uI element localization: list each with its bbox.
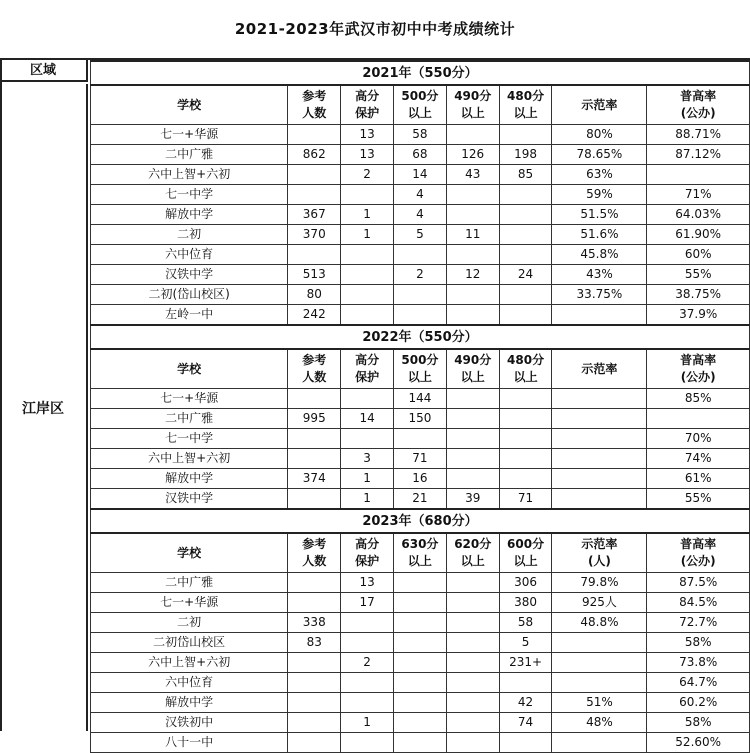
- column-header: 高分 保护: [341, 533, 394, 573]
- table-cell: [552, 305, 647, 326]
- table-cell: [446, 125, 499, 145]
- table-row: [91, 733, 750, 753]
- school-name: 七一+华源: [91, 125, 288, 145]
- column-header: 490分 以上: [446, 349, 499, 389]
- table-cell: 16: [394, 469, 447, 489]
- region-header: 区域: [0, 60, 88, 82]
- table-row: [91, 449, 750, 469]
- table-cell: 1: [341, 713, 394, 733]
- table-cell: 61%: [647, 469, 750, 489]
- table-cell: 14: [341, 409, 394, 429]
- table-cell: 1: [341, 205, 394, 225]
- stats-table: [90, 60, 750, 753]
- table-cell: 338: [288, 613, 341, 633]
- table-cell: [552, 469, 647, 489]
- table-cell: [446, 469, 499, 489]
- table-cell: [288, 593, 341, 613]
- table-row: [91, 429, 750, 449]
- table-cell: 58: [499, 613, 552, 633]
- school-name: 汉铁初中: [91, 713, 288, 733]
- column-header: 学校: [91, 85, 288, 125]
- year-row: [91, 61, 750, 85]
- table-cell: 39: [446, 489, 499, 510]
- table-row: [91, 285, 750, 305]
- table-row: [91, 185, 750, 205]
- table-cell: [552, 489, 647, 510]
- table-row: [91, 165, 750, 185]
- table-cell: 33.75%: [552, 285, 647, 305]
- table-cell: 58%: [647, 713, 750, 733]
- table-cell: [446, 245, 499, 265]
- table-cell: 55%: [647, 265, 750, 285]
- table-cell: [552, 653, 647, 673]
- table-cell: [394, 573, 447, 593]
- table-row: [91, 633, 750, 653]
- school-name: 六中位育: [91, 245, 288, 265]
- table-cell: 995: [288, 409, 341, 429]
- table-cell: [288, 573, 341, 593]
- table-cell: [446, 285, 499, 305]
- table-row: [91, 389, 750, 409]
- table-cell: [552, 429, 647, 449]
- header-row: [91, 533, 750, 573]
- table-cell: [288, 693, 341, 713]
- school-name: 七一中学: [91, 429, 288, 449]
- table-cell: 13: [341, 125, 394, 145]
- table-cell: 78.65%: [552, 145, 647, 165]
- school-name: 六中位育: [91, 673, 288, 693]
- year-row: [91, 509, 750, 533]
- table-cell: 4: [394, 205, 447, 225]
- table-cell: 60%: [647, 245, 750, 265]
- table-cell: 5: [394, 225, 447, 245]
- table-cell: 14: [394, 165, 447, 185]
- school-name: 二初: [91, 225, 288, 245]
- table-cell: 4: [394, 185, 447, 205]
- table-cell: 51.6%: [552, 225, 647, 245]
- table-cell: 70%: [647, 429, 750, 449]
- page-title: 2021-2023年武汉市初中中考成绩统计: [234, 20, 516, 38]
- column-header: 480分 以上: [499, 349, 552, 389]
- school-name: 二中广雅: [91, 145, 288, 165]
- table-cell: 38.75%: [647, 285, 750, 305]
- table-row: [91, 673, 750, 693]
- table-cell: 13: [341, 573, 394, 593]
- table-row: [91, 653, 750, 673]
- table-cell: 88.71%: [647, 125, 750, 145]
- table-cell: [552, 449, 647, 469]
- table-cell: [394, 429, 447, 449]
- table-cell: [394, 673, 447, 693]
- table-cell: 84.5%: [647, 593, 750, 613]
- table-cell: [341, 633, 394, 653]
- table-row: [91, 305, 750, 326]
- column-header: 490分 以上: [446, 85, 499, 125]
- year-label: 2023年（680分）: [91, 509, 750, 533]
- table-cell: [394, 733, 447, 753]
- column-header: 600分 以上: [499, 533, 552, 573]
- table-row: [91, 265, 750, 285]
- table-cell: [341, 185, 394, 205]
- table-cell: 85: [499, 165, 552, 185]
- table-cell: [288, 489, 341, 510]
- table-cell: [499, 449, 552, 469]
- table-cell: 2: [394, 265, 447, 285]
- table-cell: 45.8%: [552, 245, 647, 265]
- table-cell: 51%: [552, 693, 647, 713]
- table-cell: 2: [341, 165, 394, 185]
- table-cell: 87.12%: [647, 145, 750, 165]
- table-cell: 80%: [552, 125, 647, 145]
- table-cell: [341, 613, 394, 633]
- table-cell: [446, 449, 499, 469]
- region-name: 江岸区: [0, 84, 88, 731]
- table-row: [91, 593, 750, 613]
- school-name: 七一+华源: [91, 593, 288, 613]
- column-header: 参考 人数: [288, 533, 341, 573]
- table-cell: [394, 245, 447, 265]
- table-cell: 58: [394, 125, 447, 145]
- table-cell: [446, 733, 499, 753]
- table-cell: [288, 429, 341, 449]
- school-name: 七一+华源: [91, 389, 288, 409]
- table-cell: 51.5%: [552, 205, 647, 225]
- table-cell: 144: [394, 389, 447, 409]
- table-row: [91, 489, 750, 510]
- table-cell: [341, 733, 394, 753]
- table-cell: [647, 409, 750, 429]
- table-cell: 71: [394, 449, 447, 469]
- table-cell: [499, 125, 552, 145]
- table-cell: [446, 713, 499, 733]
- table-cell: 13: [341, 145, 394, 165]
- table-cell: 83: [288, 633, 341, 653]
- table-cell: 11: [446, 225, 499, 245]
- table-cell: 60.2%: [647, 693, 750, 713]
- column-header: 参考 人数: [288, 85, 341, 125]
- table-cell: 52.60%: [647, 733, 750, 753]
- table-cell: 74: [499, 713, 552, 733]
- table-row: [91, 225, 750, 245]
- table-cell: 1: [341, 489, 394, 510]
- table-cell: [288, 673, 341, 693]
- table-cell: 242: [288, 305, 341, 326]
- table-cell: [499, 225, 552, 245]
- table-cell: 79.8%: [552, 573, 647, 593]
- school-name: 二中广雅: [91, 409, 288, 429]
- column-header: 普高率 (公办): [647, 533, 750, 573]
- school-name: 二初岱山校区: [91, 633, 288, 653]
- table-cell: 1: [341, 225, 394, 245]
- column-header: 500分 以上: [394, 85, 447, 125]
- table-cell: 43: [446, 165, 499, 185]
- column-header: 普高率 (公办): [647, 349, 750, 389]
- table-row: [91, 713, 750, 733]
- table-cell: [499, 429, 552, 449]
- table-cell: 37.9%: [647, 305, 750, 326]
- table-row: [91, 125, 750, 145]
- table-row: [91, 205, 750, 225]
- table-cell: [341, 693, 394, 713]
- table-cell: 64.7%: [647, 673, 750, 693]
- table-cell: 71%: [647, 185, 750, 205]
- table-cell: [341, 429, 394, 449]
- stats-table-body: [91, 61, 750, 753]
- table-cell: 74%: [647, 449, 750, 469]
- table-row: [91, 693, 750, 713]
- table-cell: [499, 733, 552, 753]
- column-header: 学校: [91, 533, 288, 573]
- table-cell: 3: [341, 449, 394, 469]
- table-cell: 231+: [499, 653, 552, 673]
- table-cell: [288, 185, 341, 205]
- table-cell: [341, 673, 394, 693]
- table-cell: [446, 429, 499, 449]
- table-cell: [341, 389, 394, 409]
- column-header: 参考 人数: [288, 349, 341, 389]
- table-cell: [499, 469, 552, 489]
- table-cell: [288, 389, 341, 409]
- table-cell: [552, 633, 647, 653]
- table-cell: 48.8%: [552, 613, 647, 633]
- table-cell: 306: [499, 573, 552, 593]
- table-cell: 862: [288, 145, 341, 165]
- table-cell: [499, 245, 552, 265]
- table-cell: 5: [499, 633, 552, 653]
- table-cell: 198: [499, 145, 552, 165]
- table-cell: [288, 713, 341, 733]
- table-cell: [446, 389, 499, 409]
- table-cell: [552, 733, 647, 753]
- table-cell: [446, 673, 499, 693]
- table-cell: [446, 693, 499, 713]
- table-cell: 48%: [552, 713, 647, 733]
- table-cell: [394, 713, 447, 733]
- column-header: 500分 以上: [394, 349, 447, 389]
- table-cell: 925人: [552, 593, 647, 613]
- table-cell: 43%: [552, 265, 647, 285]
- table-cell: 85%: [647, 389, 750, 409]
- year-row: [91, 325, 750, 349]
- table-row: [91, 145, 750, 165]
- table-cell: 370: [288, 225, 341, 245]
- table-cell: 126: [446, 145, 499, 165]
- table-cell: 59%: [552, 185, 647, 205]
- table-cell: [552, 409, 647, 429]
- table-cell: 68: [394, 145, 447, 165]
- table-cell: 73.8%: [647, 653, 750, 673]
- school-name: 汉铁中学: [91, 265, 288, 285]
- table-cell: [394, 613, 447, 633]
- table-cell: 80: [288, 285, 341, 305]
- table-cell: [647, 165, 750, 185]
- table-cell: 12: [446, 265, 499, 285]
- table-cell: 64.03%: [647, 205, 750, 225]
- year-label: 2022年（550分）: [91, 325, 750, 349]
- table-cell: [446, 593, 499, 613]
- table-cell: 150: [394, 409, 447, 429]
- table-cell: [288, 165, 341, 185]
- table-cell: 42: [499, 693, 552, 713]
- column-header: 示范率: [552, 85, 647, 125]
- header-row: [91, 349, 750, 389]
- school-name: 六中上智+六初: [91, 653, 288, 673]
- table-cell: 380: [499, 593, 552, 613]
- table-cell: [394, 285, 447, 305]
- table-cell: [446, 613, 499, 633]
- table-cell: [288, 245, 341, 265]
- table-cell: [288, 733, 341, 753]
- table-cell: [446, 305, 499, 326]
- table-row: [91, 409, 750, 429]
- table-cell: 63%: [552, 165, 647, 185]
- table-cell: 55%: [647, 489, 750, 510]
- table-cell: 24: [499, 265, 552, 285]
- table-cell: [499, 409, 552, 429]
- column-header: 高分 保护: [341, 349, 394, 389]
- table-cell: [499, 185, 552, 205]
- column-header: 高分 保护: [341, 85, 394, 125]
- school-name: 二初: [91, 613, 288, 633]
- table-cell: [394, 653, 447, 673]
- year-label: 2021年（550分）: [91, 61, 750, 85]
- table-cell: 71: [499, 489, 552, 510]
- table-cell: 2: [341, 653, 394, 673]
- column-header: 630分 以上: [394, 533, 447, 573]
- school-name: 二初(岱山校区): [91, 285, 288, 305]
- table-cell: [499, 305, 552, 326]
- table-cell: [499, 389, 552, 409]
- table-row: [91, 245, 750, 265]
- table-cell: 61.90%: [647, 225, 750, 245]
- table-cell: [446, 653, 499, 673]
- school-name: 六中上智+六初: [91, 449, 288, 469]
- table-cell: [446, 205, 499, 225]
- school-name: 八十一中: [91, 733, 288, 753]
- table-cell: 72.7%: [647, 613, 750, 633]
- table-cell: [446, 409, 499, 429]
- table-cell: [288, 449, 341, 469]
- column-header: 示范率: [552, 349, 647, 389]
- school-name: 解放中学: [91, 693, 288, 713]
- column-header: 示范率 (人): [552, 533, 647, 573]
- table-cell: [446, 573, 499, 593]
- table-cell: [394, 633, 447, 653]
- table-cell: [499, 673, 552, 693]
- school-name: 解放中学: [91, 205, 288, 225]
- table-cell: [552, 673, 647, 693]
- school-name: 二中广雅: [91, 573, 288, 593]
- table-cell: 21: [394, 489, 447, 510]
- table-cell: [394, 593, 447, 613]
- table-cell: [394, 693, 447, 713]
- school-name: 七一中学: [91, 185, 288, 205]
- table-cell: [341, 305, 394, 326]
- table-row: [91, 469, 750, 489]
- table-cell: 58%: [647, 633, 750, 653]
- table-cell: [499, 285, 552, 305]
- table-cell: 367: [288, 205, 341, 225]
- table-cell: [341, 245, 394, 265]
- column-header: 620分 以上: [446, 533, 499, 573]
- school-name: 解放中学: [91, 469, 288, 489]
- table-cell: [288, 125, 341, 145]
- column-header: 480分 以上: [499, 85, 552, 125]
- table-cell: 1: [341, 469, 394, 489]
- table-cell: 374: [288, 469, 341, 489]
- school-name: 左岭一中: [91, 305, 288, 326]
- table-cell: 513: [288, 265, 341, 285]
- table-row: [91, 573, 750, 593]
- table-cell: [341, 265, 394, 285]
- table-cell: [446, 633, 499, 653]
- table-cell: [552, 389, 647, 409]
- table-cell: 17: [341, 593, 394, 613]
- table-cell: [394, 305, 447, 326]
- school-name: 六中上智+六初: [91, 165, 288, 185]
- table-cell: [288, 653, 341, 673]
- table-cell: [446, 185, 499, 205]
- column-header: 学校: [91, 349, 288, 389]
- column-header: 普高率 (公办): [647, 85, 750, 125]
- table-cell: [499, 205, 552, 225]
- table-cell: 87.5%: [647, 573, 750, 593]
- table-row: [91, 613, 750, 633]
- school-name: 汉铁中学: [91, 489, 288, 510]
- table-cell: [341, 285, 394, 305]
- header-row: [91, 85, 750, 125]
